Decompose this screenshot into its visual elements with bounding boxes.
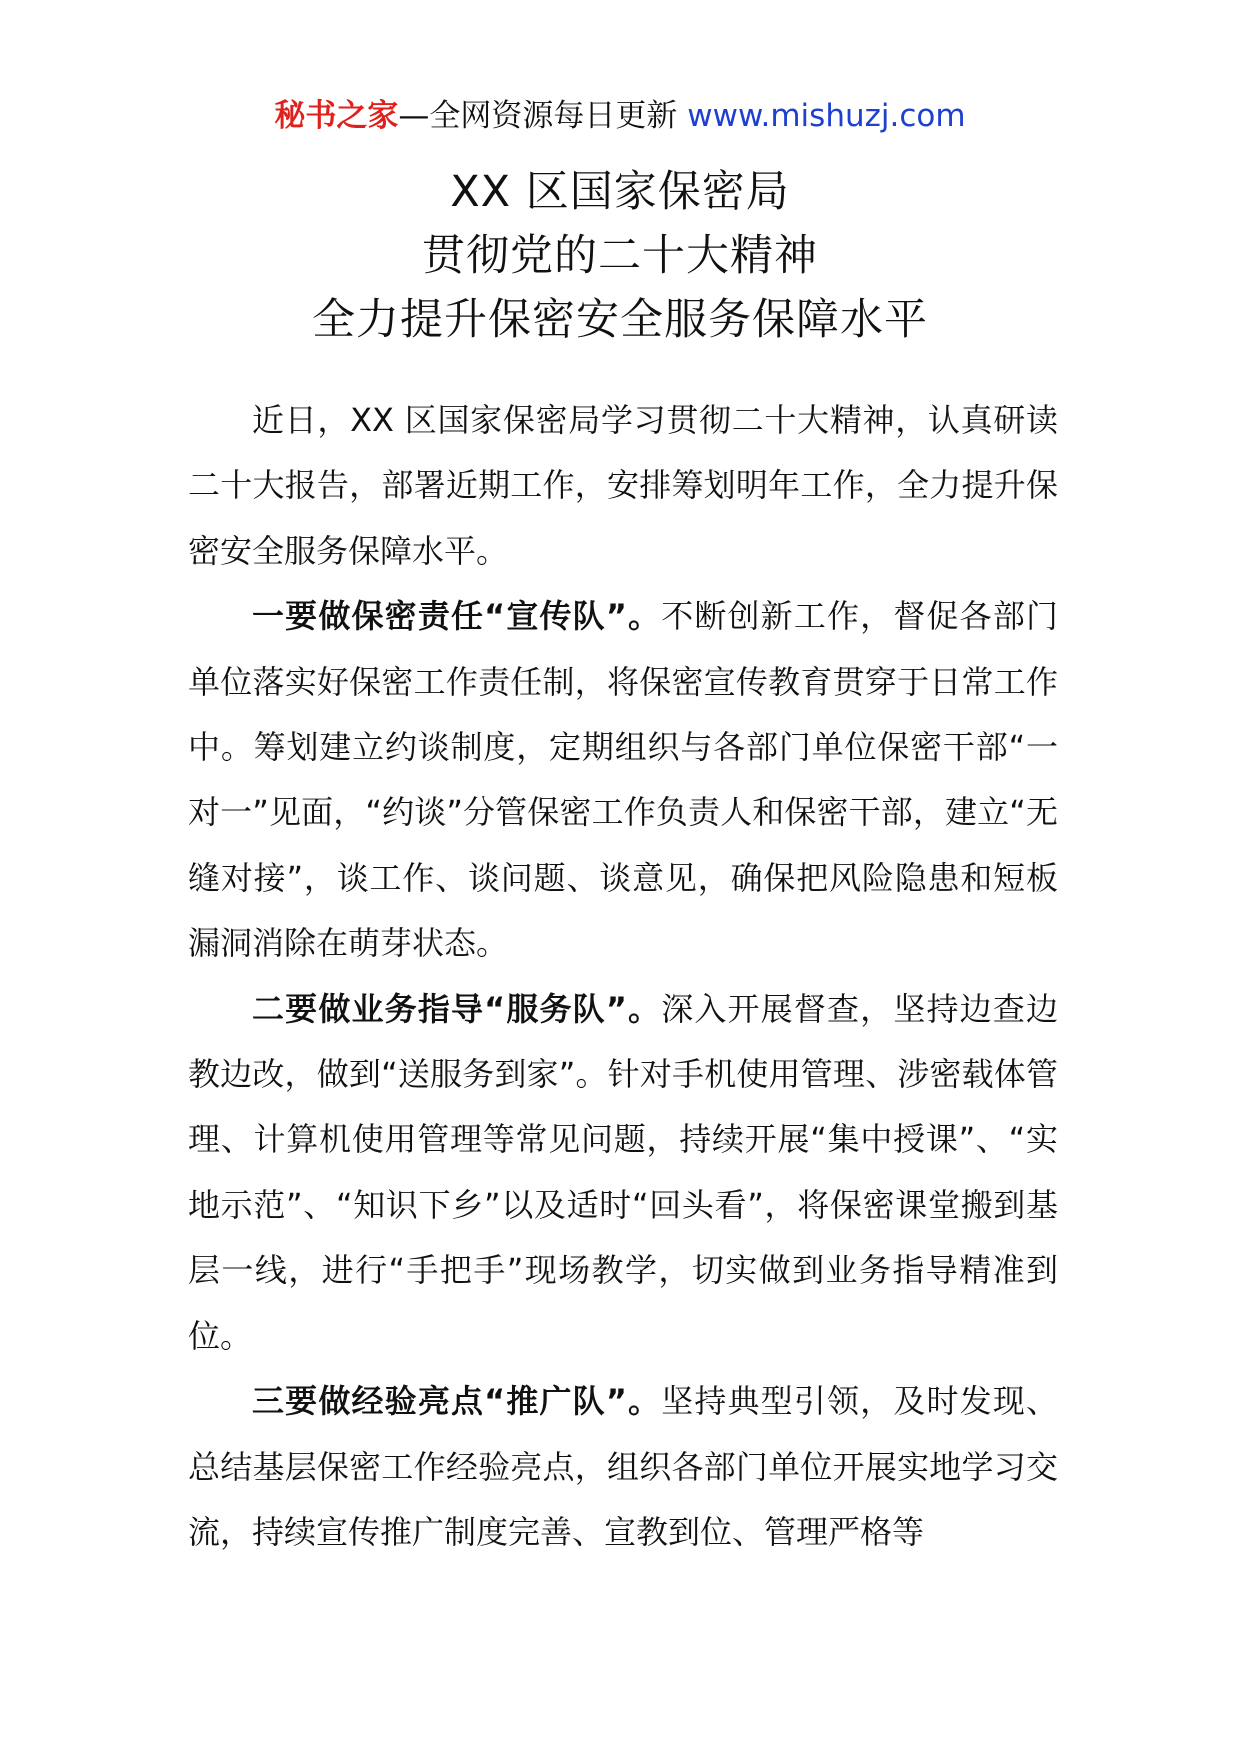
title-line-1: XX 区国家保密局 (450, 167, 790, 217)
banner-slogan: —全网资源每日更新 (398, 98, 688, 134)
point-paragraph-1 (188, 584, 1058, 976)
website-link[interactable]: www.mishuzj.com (687, 98, 966, 134)
point-heading: 三要做经验亮点“推广队”。 (252, 1382, 662, 1421)
point-heading: 二要做业务指导“服务队”。 (252, 989, 662, 1028)
point-text: 坚持典型引领，及时发现、总结基层保密工作经验亮点，组织各部门单位开展实地学习交流，持续宣传推广制度完善、宣教到位、管理严格等 (188, 1382, 1058, 1551)
point-heading: 一要做保密责任“宣传队”。 (252, 597, 662, 636)
point-text: 深入开展督查，坚持边查边教边改，做到“送服务到家”。针对手机使用管理、涉密载体管理、计算机使用管理等常见问题，持续开展“集中授课”、“实地示范”、“知识下乡”以及适时“回头看”，将保密课堂搬到基层一线，进行“手把手”现场教学，切实做到业务指导精准到位。 (188, 989, 1058, 1355)
point-paragraph-3 (188, 1369, 1058, 1565)
document-title (0, 160, 1240, 352)
site-banner (0, 96, 1240, 136)
point-text: 不断创新工作，督促各部门单位落实好保密工作责任制，将保密宣传教育贯穿于日常工作中。筹划建立约谈制度，定期组织与各部门单位保密干部“一对一”见面，“约谈”分管保密工作负责人和保密干部，建立“无缝对接”，谈工作、谈问题、谈意见，确保把风险隐患和短板漏洞消除在萌芽状态。 (188, 597, 1058, 963)
intro-paragraph: 近日，XX 区国家保密局学习贯彻二十大精神，认真研读二十大报告，部署近期工作，安排筹划明年工作，全力提升保密安全服务保障水平。 (188, 401, 1058, 570)
title-line-3: 全力提升保密安全服务保障水平 (312, 295, 928, 345)
brand-name: 秘书之家 (274, 98, 399, 134)
title-line-2: 贯彻党的二十大精神 (422, 231, 818, 281)
document-body (188, 388, 1058, 1565)
point-paragraph-2 (188, 977, 1058, 1369)
